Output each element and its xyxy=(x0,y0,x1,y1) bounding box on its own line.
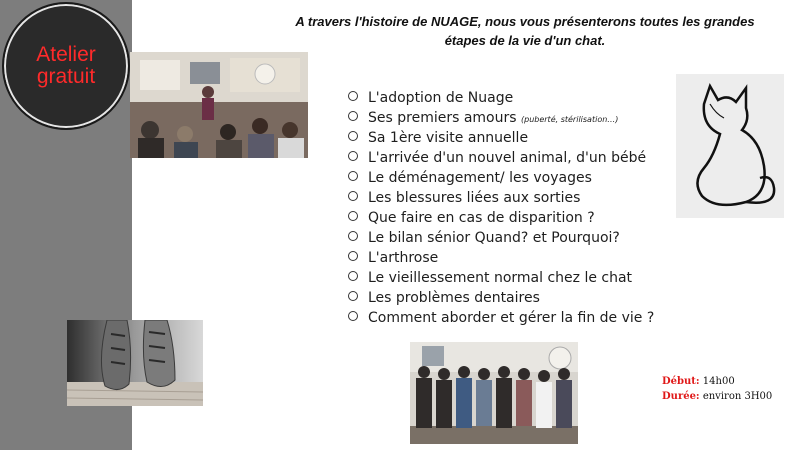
bullet-icon xyxy=(348,251,358,261)
list-item xyxy=(348,248,654,268)
stage-text: L'adoption de Nuage xyxy=(368,90,514,106)
schedule-info xyxy=(662,374,772,404)
cat-line-drawing xyxy=(676,74,784,218)
headline: A travers l'histoire de NUAGE, nous vous présenterons toutes les grandes étapes de la vie d'un chat. xyxy=(295,14,755,48)
start-label: Début: xyxy=(662,376,700,387)
bullet-icon xyxy=(348,271,358,281)
stage-text: L'arthrose xyxy=(368,250,439,266)
stage-text: Sa 1ère visite annuelle xyxy=(368,130,529,146)
list-item xyxy=(348,308,654,328)
list-item xyxy=(348,288,654,308)
stage-text: Les problèmes dentaires xyxy=(368,290,540,306)
duration-label: Durée: xyxy=(662,391,700,402)
bullet-icon xyxy=(348,91,358,101)
bullet-icon xyxy=(348,151,358,161)
list-item xyxy=(348,208,654,228)
duration-row xyxy=(662,389,772,404)
stage-text: Les blessures liées aux sorties xyxy=(368,190,581,206)
stage-text: Le déménagement/ les voyages xyxy=(368,170,592,186)
list-item xyxy=(348,148,654,168)
bullet-icon xyxy=(348,311,358,321)
bullet-icon xyxy=(348,131,358,141)
duration-value: environ 3H00 xyxy=(702,391,773,402)
start-time-row xyxy=(662,374,772,389)
list-item xyxy=(348,128,654,148)
list-item xyxy=(348,88,654,108)
stage-list xyxy=(348,88,654,328)
bullet-icon xyxy=(348,191,358,201)
workshop-audience-photo xyxy=(130,52,308,158)
bullet-icon xyxy=(348,171,358,181)
stage-note: (puberté, stérilisation…) xyxy=(521,115,619,124)
group-photo xyxy=(410,342,578,444)
stage-text: Le vieillessement normal chez le chat xyxy=(368,270,633,286)
bullet-icon xyxy=(348,111,358,121)
list-item xyxy=(348,168,654,188)
free-workshop-badge xyxy=(2,2,130,130)
bullet-icon xyxy=(348,211,358,221)
list-item xyxy=(348,228,654,248)
stage-text: Comment aborder et gérer la fin de vie ? xyxy=(368,310,655,326)
badge-text: Atelier gratuit xyxy=(36,43,96,88)
stage-text: Le bilan sénior Quand? et Pourquoi? xyxy=(368,230,620,246)
list-item xyxy=(348,108,654,128)
bullet-icon xyxy=(348,231,358,241)
list-item xyxy=(348,268,654,288)
list-item xyxy=(348,188,654,208)
stage-text: Ses premiers amours xyxy=(368,110,517,126)
stage-text: L'arrivée d'un nouvel animal, d'un bébé xyxy=(368,150,647,166)
start-value: 14h00 xyxy=(702,376,735,387)
stage-text: Que faire en cas de disparition ? xyxy=(368,210,595,226)
bullet-icon xyxy=(348,291,358,301)
cat-paws-photo xyxy=(67,320,203,406)
